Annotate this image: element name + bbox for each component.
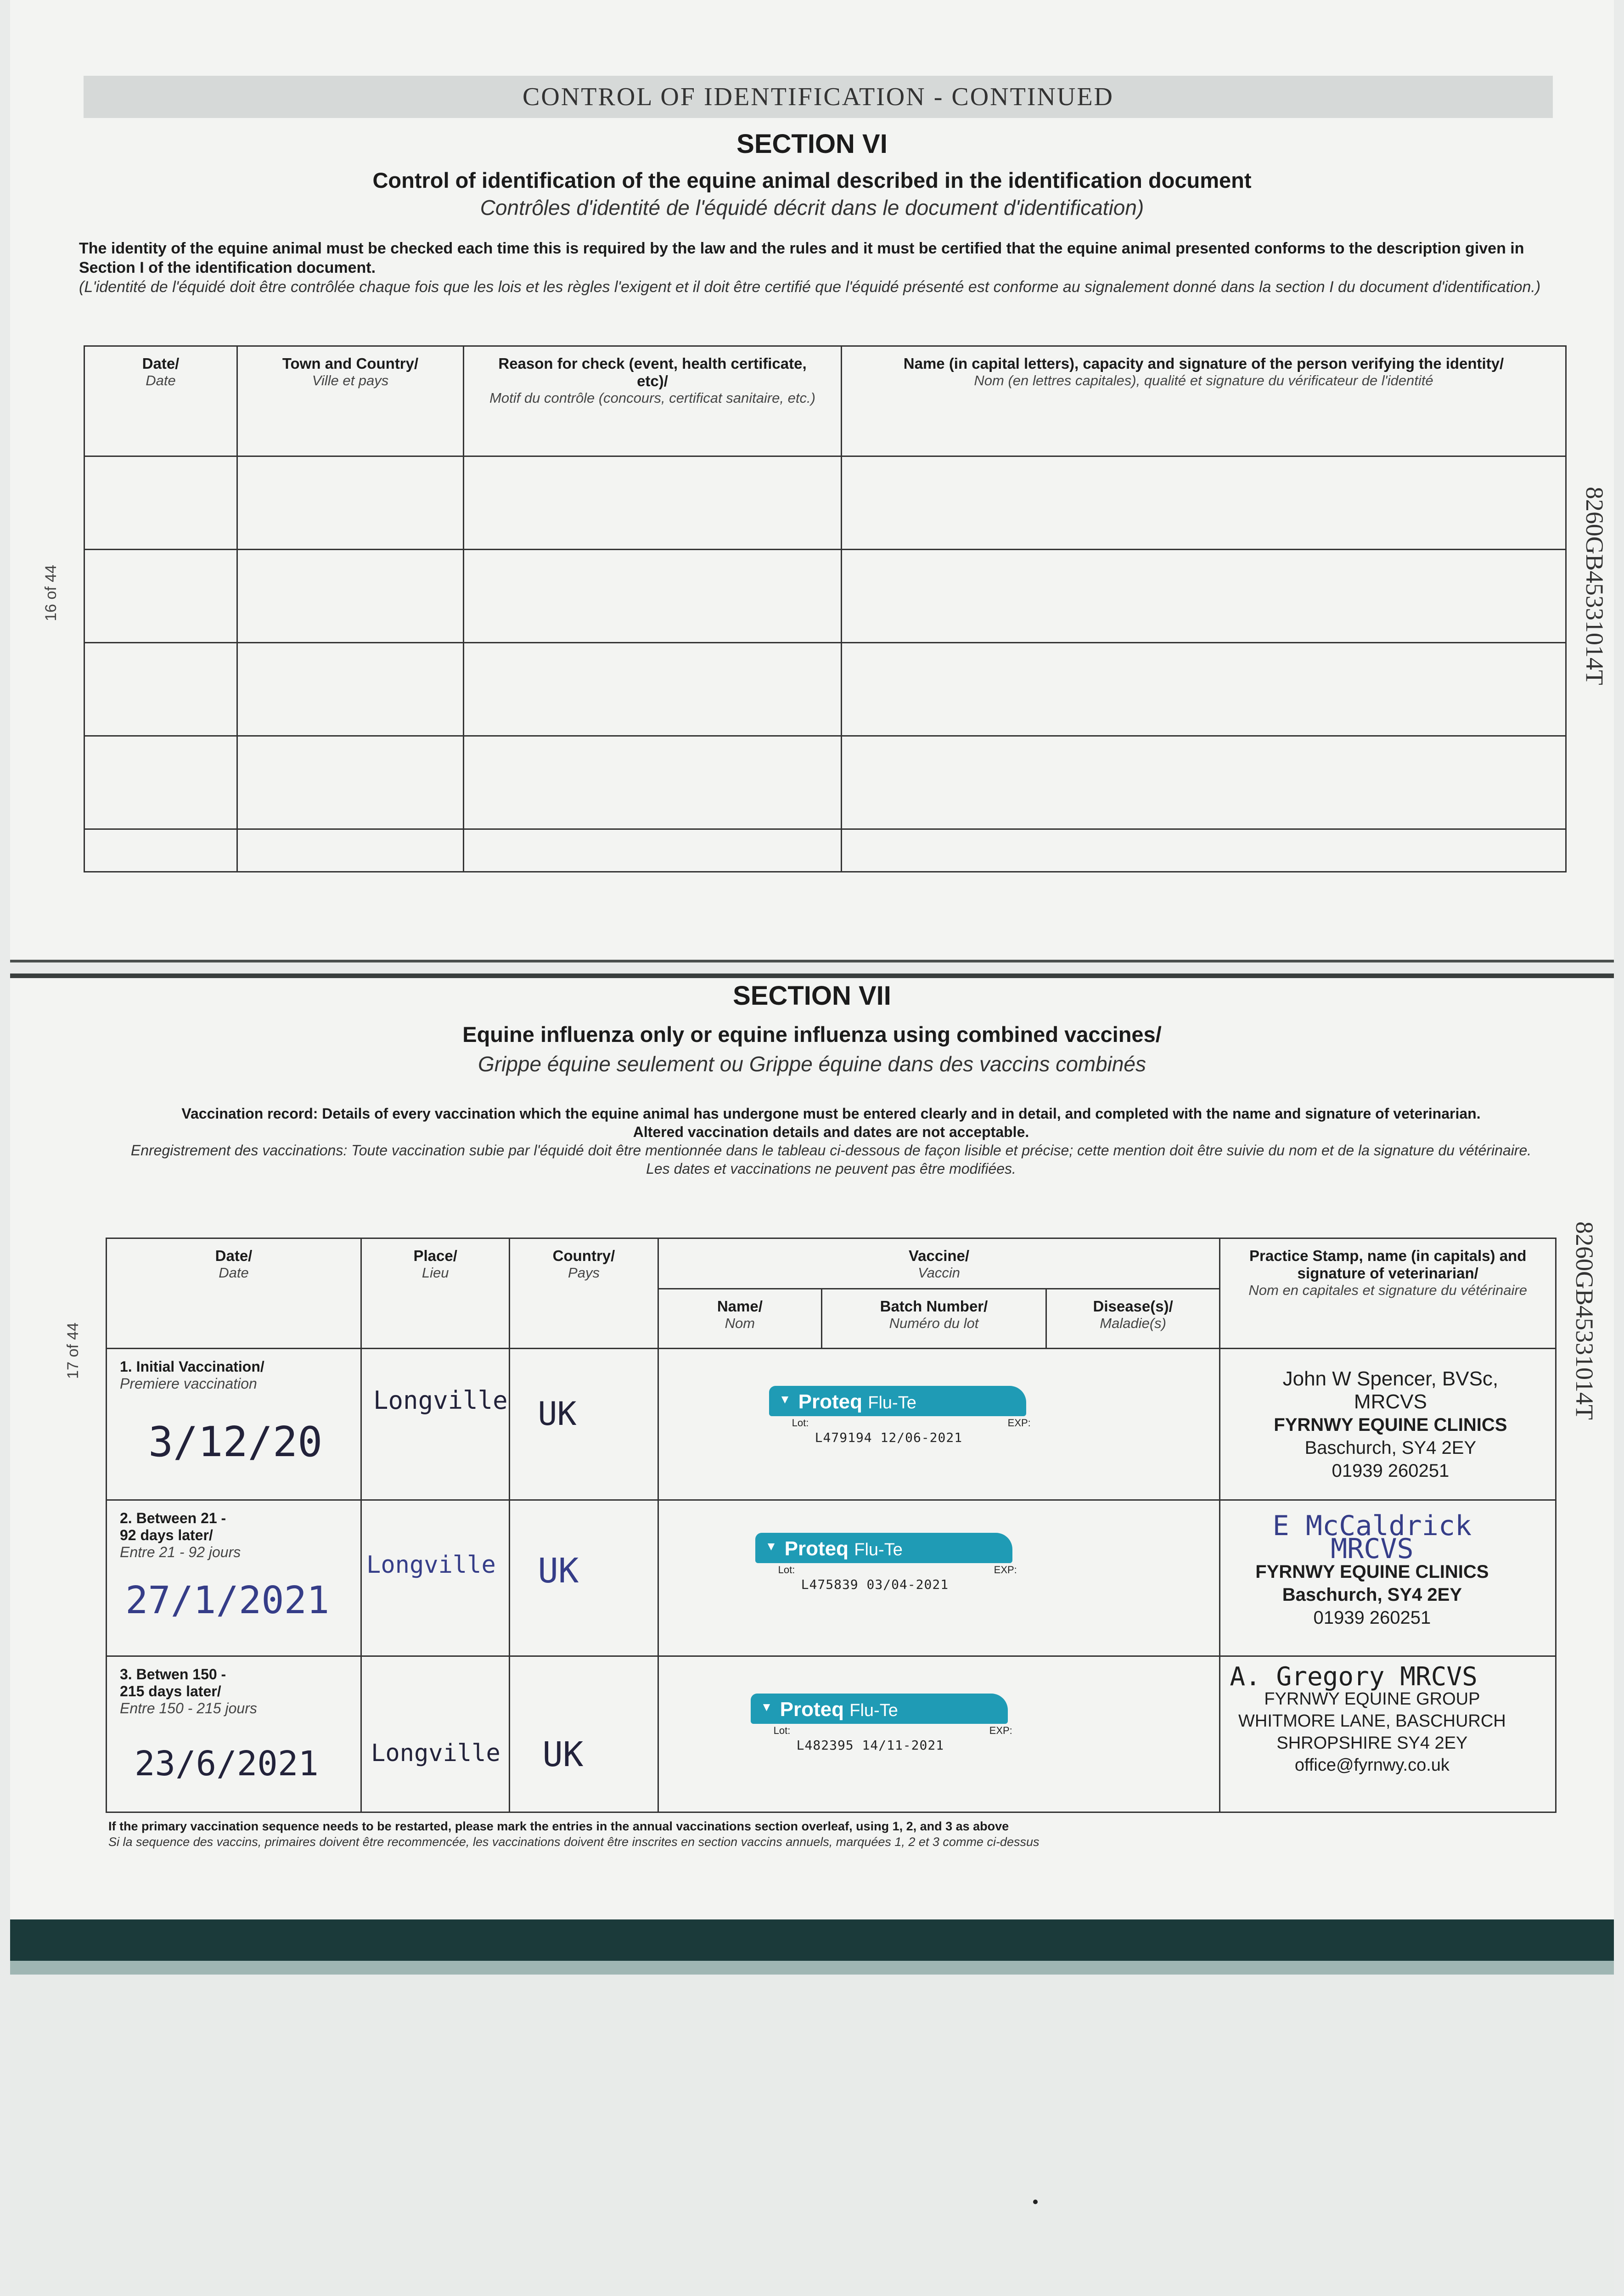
- row-vaccine-cell[interactable]: [658, 1656, 1220, 1812]
- table-row: [84, 643, 1566, 736]
- row-stamp-cell[interactable]: [1220, 1500, 1556, 1656]
- table-row: [107, 1349, 1556, 1500]
- section-vii-title: Equine influenza only or equine influenza using combined vaccines/: [462, 1022, 1162, 1047]
- row-stamp-cell[interactable]: [1220, 1656, 1556, 1812]
- header-vaccine-name: Name/ Nom: [658, 1289, 821, 1349]
- vet-stamp: John W Spencer, BVSc, MRCVS FYRNWY EQUINE CLINICS Baschurch, SY4 2EY 01939 260251: [1274, 1367, 1507, 1481]
- passport-id-top: 8260GB4533101​4T: [1581, 487, 1608, 685]
- header-vaccine: Vaccine/ Vaccin: [658, 1238, 1220, 1289]
- section-vii-heading: SECTION VII: [733, 981, 891, 1011]
- scanner-background: [10, 1975, 1614, 2296]
- row-date-cell[interactable]: 3. Betwen 150 - 215 days later/ Entre 150 - 215 jours 23/6/2021: [107, 1656, 361, 1812]
- continued-banner: [84, 76, 1553, 118]
- section-vii-title-fr: Grippe équine seulement ou Grippe équine dans des vaccins combinés: [478, 1052, 1146, 1076]
- lot-label: Lot:: [773, 1725, 791, 1736]
- handwritten-place: Longville: [373, 1386, 508, 1415]
- intro-en: The identity of the equine animal must be checked each time this is required by the law and the rules and it must be certified that the equine animal presented conforms to the description given in Section I of the identification document.: [79, 240, 1524, 276]
- vet-stamp: A. Gregory MRCVS FYRNWY EQUINE GROUP WHITMORE LANE, BASCHURCH SHROPSHIRE SY4 2EY office@fyrnwy.co.uk: [1230, 1662, 1506, 1775]
- row-place-cell[interactable]: [361, 1500, 510, 1656]
- header-practice-stamp: Practice Stamp, name (in capitals) and signature of veterinarian/ Nom en capitales et signature du vétérinaire: [1220, 1238, 1556, 1349]
- row-country-cell[interactable]: [510, 1349, 658, 1500]
- exp-label: EXP:: [989, 1725, 1012, 1736]
- row-place-cell[interactable]: [361, 1656, 510, 1812]
- sticker-brand: Proteq Flu-Te: [798, 1390, 916, 1413]
- lot-number: L479194 12/06-2021: [815, 1430, 963, 1445]
- table-row: [84, 550, 1566, 643]
- row-stamp-cell[interactable]: [1220, 1349, 1556, 1500]
- header-town-country: Town and Country/ Ville et pays: [237, 346, 464, 456]
- header-verifier: Name (in capital letters), capacity and signature of the person verifying the identity/ Nom (en lettres capitales), qualité et signature du vérificateur de l'identité: [842, 346, 1566, 456]
- drop-icon: ▼: [779, 1392, 791, 1406]
- section-vi-title: Control of identification of the equine animal described in the identification document: [372, 168, 1252, 192]
- vaccine-sticker: [751, 1694, 1012, 1757]
- lot-number: L482395 14/11-2021: [796, 1738, 944, 1753]
- table-row: [84, 829, 1566, 872]
- header-date: Date/ Date: [107, 1238, 361, 1349]
- header-country: Country/ Pays: [510, 1238, 658, 1349]
- intro-fr: Enregistrement des vaccinations: Toute vaccination subie par l'équidé doit être mentionnée dans le tableau ci-dessous de façon lisible et précise; cette mention doit être suivie du nom et de la signature du vétérinaire. Les dates et vaccinations ne peuvent pas être modifiées.: [130, 1142, 1532, 1177]
- restart-footnote: If the primary vaccination sequence needs to be restarted, please mark the entries in the annual vaccinations section overleaf, using 1, 2, and 3 as above Si la sequence des vaccins, primaires doivent être recommencée, les vaccinations doivent être inscrites en section vaccins annuels, marquées 1, 2 et 3 comme ci-dessus: [108, 1819, 1040, 1849]
- header-place: Place/ Lieu: [361, 1238, 510, 1349]
- header-date: Date/ Date: [84, 346, 237, 456]
- section-vi-heading: SECTION VI: [736, 129, 888, 159]
- gutter-shine: [10, 1961, 1614, 1975]
- page-number-17: 17 of 44: [64, 1322, 82, 1379]
- table-row: [107, 1500, 1556, 1656]
- speck: [1033, 2200, 1038, 2204]
- row-date-cell[interactable]: 1. Initial Vaccination/ Premiere vaccination 3/12/20: [107, 1349, 361, 1500]
- lot-label: Lot:: [792, 1417, 809, 1429]
- handwritten-place: Longville: [371, 1739, 500, 1767]
- exp-label: EXP:: [1007, 1417, 1031, 1429]
- sticker-brand: Proteq Flu-Te: [784, 1537, 903, 1560]
- intro-en-1: Vaccination record: Details of every vaccination which the equine animal has undergone must be entered clearly and in detail, and completed with the name and signature of veterinarian.: [181, 1105, 1481, 1122]
- section-vi-title-fr: Contrôles d'identité de l'équidé décrit dans le document d'identification): [480, 196, 1144, 219]
- handwritten-date: 23/6/2021: [135, 1744, 319, 1784]
- drop-icon: ▼: [765, 1539, 777, 1553]
- lot-number: L475839 03/04-2021: [801, 1577, 949, 1592]
- table-row: [84, 736, 1566, 829]
- header-disease: Disease(s)/ Maladie(s): [1046, 1289, 1219, 1349]
- identity-check-table: [84, 345, 1567, 872]
- vaccine-sticker: [769, 1386, 1031, 1449]
- page-section-vi: [10, 0, 1614, 962]
- row-vaccine-cell[interactable]: [658, 1349, 1220, 1500]
- header-reason: Reason for check (event, health certificate, etc)/ Motif du contrôle (concours, certificat sanitaire, etc.): [464, 346, 842, 456]
- row-country-cell[interactable]: [510, 1500, 658, 1656]
- table-row: [84, 456, 1566, 550]
- vaccination-table: [106, 1238, 1557, 1813]
- handwritten-place: Longville: [366, 1551, 496, 1579]
- exp-label: EXP:: [994, 1564, 1017, 1576]
- handwritten-country: UK: [542, 1735, 584, 1774]
- book-gutter: [10, 1919, 1614, 1961]
- row-country-cell[interactable]: [510, 1656, 658, 1812]
- vet-stamp: E McCaldrick MRCVS FYRNWY EQUINE CLINICS Baschurch, SY4 2EY 01939 260251: [1255, 1510, 1489, 1628]
- banner-text: CONTROL OF IDENTIFICATION - CONTINUED: [523, 83, 1114, 111]
- drop-icon: ▼: [760, 1700, 773, 1714]
- row-date-cell[interactable]: 2. Between 21 - 92 days later/ Entre 21 - 92 jours 27/1/2021: [107, 1500, 361, 1656]
- sticker-brand: Proteq Flu-Te: [780, 1698, 898, 1721]
- vaccine-sticker: [755, 1533, 1017, 1596]
- header-batch-number: Batch Number/ Numéro du lot: [822, 1289, 1046, 1349]
- row-place-cell[interactable]: [361, 1349, 510, 1500]
- intro-en-2: Altered vaccination details and dates are not acceptable.: [633, 1124, 1029, 1140]
- handwritten-date: 27/1/2021: [125, 1579, 330, 1622]
- handwritten-date: 3/12/20: [148, 1418, 323, 1466]
- handwritten-country: UK: [538, 1551, 579, 1591]
- section-vi-intro: [79, 239, 1557, 297]
- table-row: [107, 1656, 1556, 1812]
- passport-id-bottom: 8260GB45331014T: [1571, 1221, 1598, 1420]
- section-vii-intro: [119, 1104, 1543, 1178]
- lot-label: Lot:: [778, 1564, 795, 1576]
- row-vaccine-cell[interactable]: [658, 1500, 1220, 1656]
- handwritten-country: UK: [538, 1395, 577, 1433]
- page-number-16: 16 of 44: [42, 565, 60, 621]
- intro-fr: (L'identité de l'équidé doit être contrôlée chaque fois que les lois et les règles l'exigent et il doit être certifié que l'équidé présenté est conforme au signalement donné dans la section I du document d'identification.): [79, 278, 1541, 296]
